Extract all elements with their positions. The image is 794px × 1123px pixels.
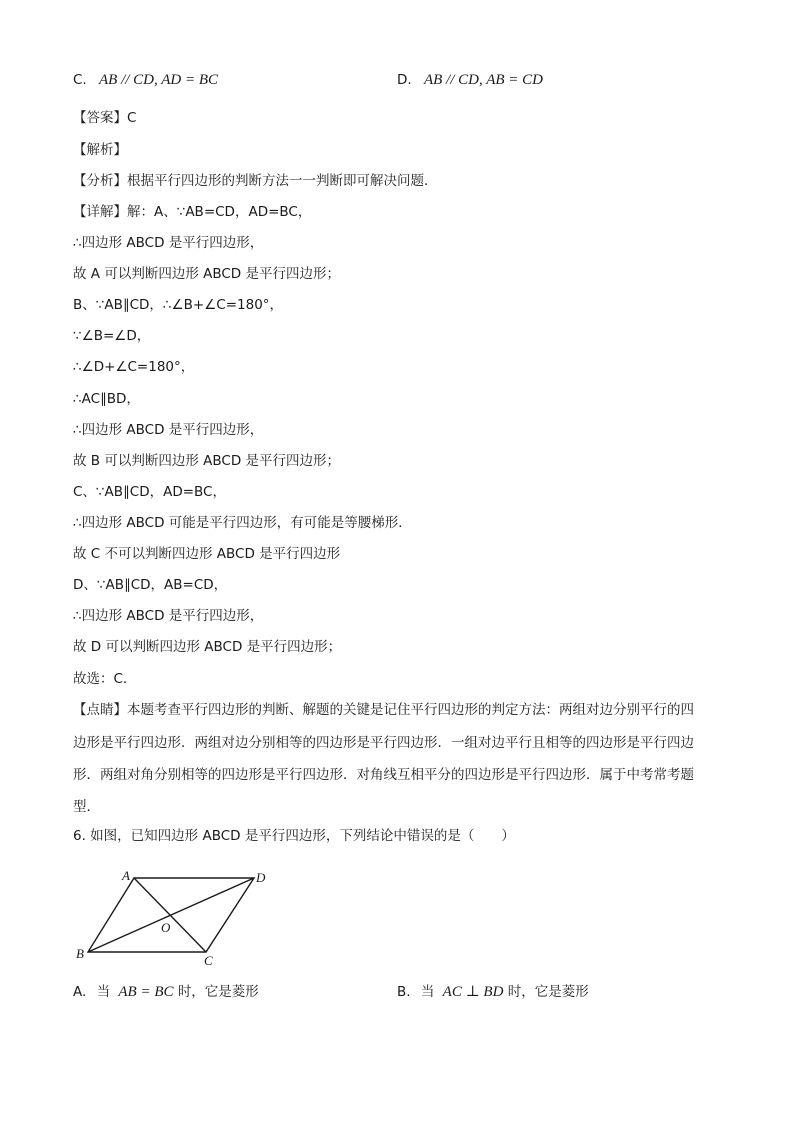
option-a-expr: AB = BC (118, 984, 174, 1000)
comment-line-0: 【点睛】本题考查平行四边形的判断、解题的关键是记住平行四边形的判定方法：两组对边分别平行的四 (73, 702, 694, 718)
option-a-post: 时，它是菱形 (177, 984, 259, 1000)
solution-line-13: D、∵AB∥CD，AB=CD， (73, 577, 228, 593)
option-a-pre: 当 (96, 984, 111, 1000)
solution-line-8: ∴四边形 ABCD 是平行四边形， (73, 422, 264, 438)
option-d-expr: AB // CD, AB = CD (423, 72, 543, 88)
answer-value: C (127, 110, 137, 126)
answer-line (73, 108, 136, 128)
option-a-letter: A. (73, 984, 87, 1000)
option-c (73, 70, 218, 90)
option-c-letter: C. (73, 72, 87, 88)
option-b-pre: 当 (420, 984, 435, 1000)
option-b-letter: B. (397, 984, 411, 1000)
option-b-expr: AC ⊥ BD (442, 984, 504, 1000)
vertex-label-d: D (256, 870, 266, 885)
option-a (73, 982, 259, 1002)
question-6: 6. 如图，已知四边形 ABCD 是平行四边形，下列结论中错误的是（ ） (73, 828, 515, 844)
answer-tag: 【答案】 (73, 110, 127, 126)
center-label-o: O (161, 920, 171, 935)
solution-line-3: 故 A 可以判断四边形 ABCD 是平行四边形； (73, 266, 340, 282)
option-b (397, 982, 589, 1002)
comment-line-1: 边形是平行四边形．两组对边分别相等的四边形是平行四边形．一组对边平行且相等的四边形是平行四边 (73, 735, 694, 751)
solution-line-14: ∴四边形 ABCD 是平行四边形， (73, 608, 264, 624)
solution-line-15: 故 D 可以判断四边形 ABCD 是平行四边形； (73, 639, 342, 655)
option-d (397, 70, 543, 90)
option-d-letter: D. (397, 72, 412, 88)
solution-line-9: 故 B 可以判断四边形 ABCD 是平行四边形； (73, 453, 341, 469)
vertex-label-c: C (204, 953, 213, 968)
solution-line-1: 【详解】解：A、∵AB=CD，AD=BC， (73, 204, 312, 220)
solution-line-11: ∴四边形 ABCD 可能是平行四边形，有可能是等腰梯形． (73, 515, 412, 531)
solution-line-16: 故选：C． (73, 671, 137, 687)
solution-line-6: ∴∠D+∠C=180°， (73, 359, 195, 375)
solution-line-5: ∵∠B=∠D， (73, 328, 151, 344)
analysis-tag: 【解析】 (73, 142, 127, 158)
comment-line-3: 型． (73, 799, 100, 815)
solution-line-0: 【分析】根据平行四边形的判断方法一一判断即可解决问题． (73, 173, 438, 189)
vertex-label-b: B (76, 946, 84, 961)
diagonal-bd (88, 878, 254, 952)
option-b-post: 时，它是菱形 (507, 984, 589, 1000)
solution-line-7: ∴AC∥BD， (73, 391, 140, 407)
option-c-expr: AB // CD, AD = BC (99, 72, 219, 88)
solution-line-12: 故 C 不可以判断四边形 ABCD 是平行四边形 (73, 546, 341, 562)
vertex-label-a: A (122, 868, 130, 883)
solution-line-4: B、∵AB∥CD，∴∠B+∠C=180°， (73, 297, 284, 313)
comment-line-2: 形．两组对角分别相等的四边形是平行四边形．对角线互相平分的四边形是平行四边形．属于中考常考题 (73, 767, 694, 783)
parallelogram-figure (70, 862, 280, 972)
solution-line-10: C、∵AB∥CD，AD=BC， (73, 484, 226, 500)
solution-line-2: ∴四边形 ABCD 是平行四边形， (73, 235, 264, 251)
